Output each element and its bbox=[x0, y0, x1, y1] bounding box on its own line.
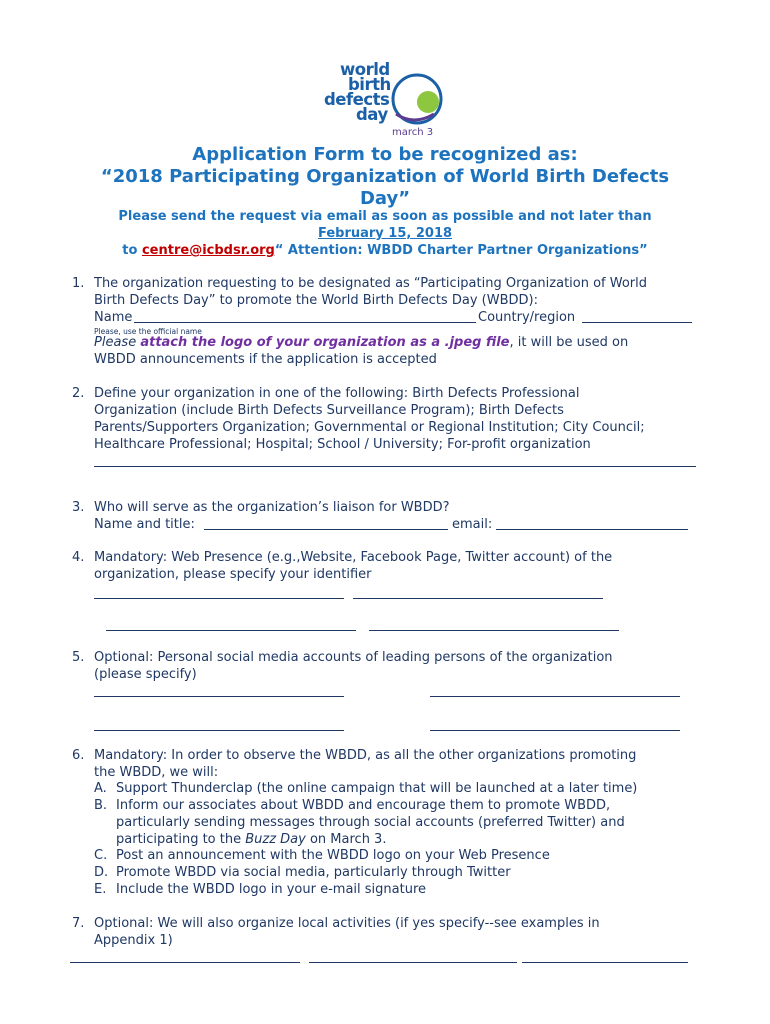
q6-b3-end: on March 3. bbox=[305, 832, 387, 847]
q5-field-1[interactable] bbox=[94, 696, 344, 697]
q3-line-a: Who will serve as the organization’s liaison for WBDD? bbox=[94, 500, 450, 515]
instructions-line1: Please send the request via email as soon as possible and not later than bbox=[118, 209, 652, 224]
q4-number: 4. bbox=[72, 550, 85, 565]
form-title-line2: “2018 Participating Organization of World Birth Defects bbox=[100, 166, 670, 187]
q6-item-e: Include the WBDD logo in your e-mail signature bbox=[116, 882, 427, 897]
q7-field-3[interactable] bbox=[522, 962, 688, 963]
q6-line-a: Mandatory: In order to observe the WBDD, as all the other organizations promoting bbox=[94, 748, 637, 763]
q2-line-a: Define your organization in one of the following: Birth Defects Professional bbox=[94, 386, 580, 401]
q5-number: 5. bbox=[72, 650, 85, 665]
email-link[interactable]: centre@icbdsr.org bbox=[141, 243, 275, 258]
q6-item-a-letter: A. bbox=[94, 781, 107, 796]
q4-field-1[interactable] bbox=[94, 598, 344, 599]
q7-number: 7. bbox=[72, 916, 85, 931]
q6-item-b: Inform our associates about WBDD and encourage them to promote WBDD, bbox=[116, 798, 611, 813]
q1-number: 1. bbox=[72, 276, 85, 291]
q1-line-d: WBDD announcements if the application is accepted bbox=[94, 352, 437, 367]
q6-item-d-letter: D. bbox=[94, 865, 109, 880]
q6-item-d: Promote WBDD via social media, particularly through Twitter bbox=[116, 865, 511, 880]
q2-line-b: Organization (include Birth Defects Surveillance Program); Birth Defects bbox=[94, 403, 564, 418]
q6-item-e-letter: E. bbox=[94, 882, 107, 897]
deadline bbox=[0, 225, 770, 242]
q5-field-2[interactable] bbox=[430, 696, 680, 697]
q5-line-a: Optional: Personal social media accounts of leading persons of the organization bbox=[94, 650, 613, 665]
q4-line-b: organization, please specify your identifier bbox=[94, 567, 372, 582]
instructions-line3 bbox=[0, 242, 770, 259]
q7-field-2[interactable] bbox=[309, 962, 517, 963]
q1-name-field[interactable] bbox=[134, 322, 476, 323]
q1-country-label: Country/region bbox=[478, 310, 576, 325]
form-title-line1: Application Form to be recognized as: bbox=[192, 144, 578, 165]
q3-name-field[interactable] bbox=[204, 529, 448, 530]
q1-line-b: Birth Defects Day” to promote the World Birth Defects Day (WBDD): bbox=[94, 293, 538, 308]
q6-item-b-letter: B. bbox=[94, 798, 108, 813]
q1-line-a: The organization requesting to be designated as “Participating Organization of World bbox=[94, 276, 648, 291]
q2-number: 2. bbox=[72, 386, 85, 401]
q2-answer-field[interactable] bbox=[94, 466, 696, 467]
q5-line-b: (please specify) bbox=[94, 667, 197, 682]
q1-usage: , it will be used on bbox=[509, 335, 629, 350]
q1-country-field[interactable] bbox=[582, 322, 692, 323]
q4-line-a: Mandatory: Web Presence (e.g.,Website, Facebook Page, Twitter account) of the bbox=[94, 550, 613, 565]
q1-hint: Please, use the official name bbox=[94, 327, 202, 336]
logo-date: march 3 bbox=[392, 127, 434, 138]
q3-email-field[interactable] bbox=[496, 529, 688, 530]
globe-icon bbox=[384, 66, 446, 126]
deadline-date: February 15, 2018 bbox=[317, 226, 453, 241]
q1-name-label: Name bbox=[94, 310, 133, 325]
q6-number: 6. bbox=[72, 748, 85, 763]
q7-line-b: Appendix 1) bbox=[94, 933, 173, 948]
q3-name-label: Name and title: bbox=[94, 517, 195, 532]
q6-item-b-line2: particularly sending messages through social accounts (preferred Twitter) and bbox=[116, 815, 625, 830]
logo-word-birth: birth bbox=[348, 75, 391, 94]
q4-field-3[interactable] bbox=[106, 630, 356, 631]
q6-item-a: Support Thunderclap (the online campaign that will be launched at a later time) bbox=[116, 781, 638, 796]
to-label: to bbox=[122, 243, 142, 258]
q2-line-c: Parents/Supporters Organization; Governmental or Regional Institution; City Council; bbox=[94, 420, 645, 435]
q3-number: 3. bbox=[72, 500, 85, 515]
q4-field-2[interactable] bbox=[353, 598, 603, 599]
q1-attach-line bbox=[94, 335, 628, 352]
attention-text: “ Attention: WBDD Charter Partner Organizations” bbox=[274, 243, 648, 258]
q6-item-b-line3 bbox=[116, 832, 386, 849]
form-title-line3: Day” bbox=[359, 188, 411, 209]
wbdd-logo bbox=[322, 62, 452, 140]
q1-please: Please bbox=[94, 335, 141, 350]
logo-word-day: day bbox=[356, 105, 388, 124]
q5-field-3[interactable] bbox=[94, 730, 344, 731]
q6-item-c-letter: C. bbox=[94, 848, 108, 863]
logo-word-world: world bbox=[340, 60, 390, 79]
q4-field-4[interactable] bbox=[369, 630, 619, 631]
q3-email-label: email: bbox=[452, 517, 493, 532]
q2-line-d: Healthcare Professional; Hospital; School / University; For-profit organization bbox=[94, 437, 591, 452]
q6-item-c: Post an announcement with the WBDD logo on your Web Presence bbox=[116, 848, 550, 863]
q6-b3-text: participating to the bbox=[116, 832, 246, 847]
logo-word-defects: defects bbox=[324, 90, 390, 109]
q7-field-1[interactable] bbox=[70, 962, 300, 963]
q5-field-4[interactable] bbox=[430, 730, 680, 731]
q7-line-a: Optional: We will also organize local activities (if yes specify--see examples in bbox=[94, 916, 600, 931]
q6-line-b: the WBDD, we will: bbox=[94, 765, 219, 780]
q1-attach-logo: attach the logo of your organization as a .jpeg file bbox=[140, 335, 510, 350]
q6-buzz-day: Buzz Day bbox=[245, 832, 306, 847]
